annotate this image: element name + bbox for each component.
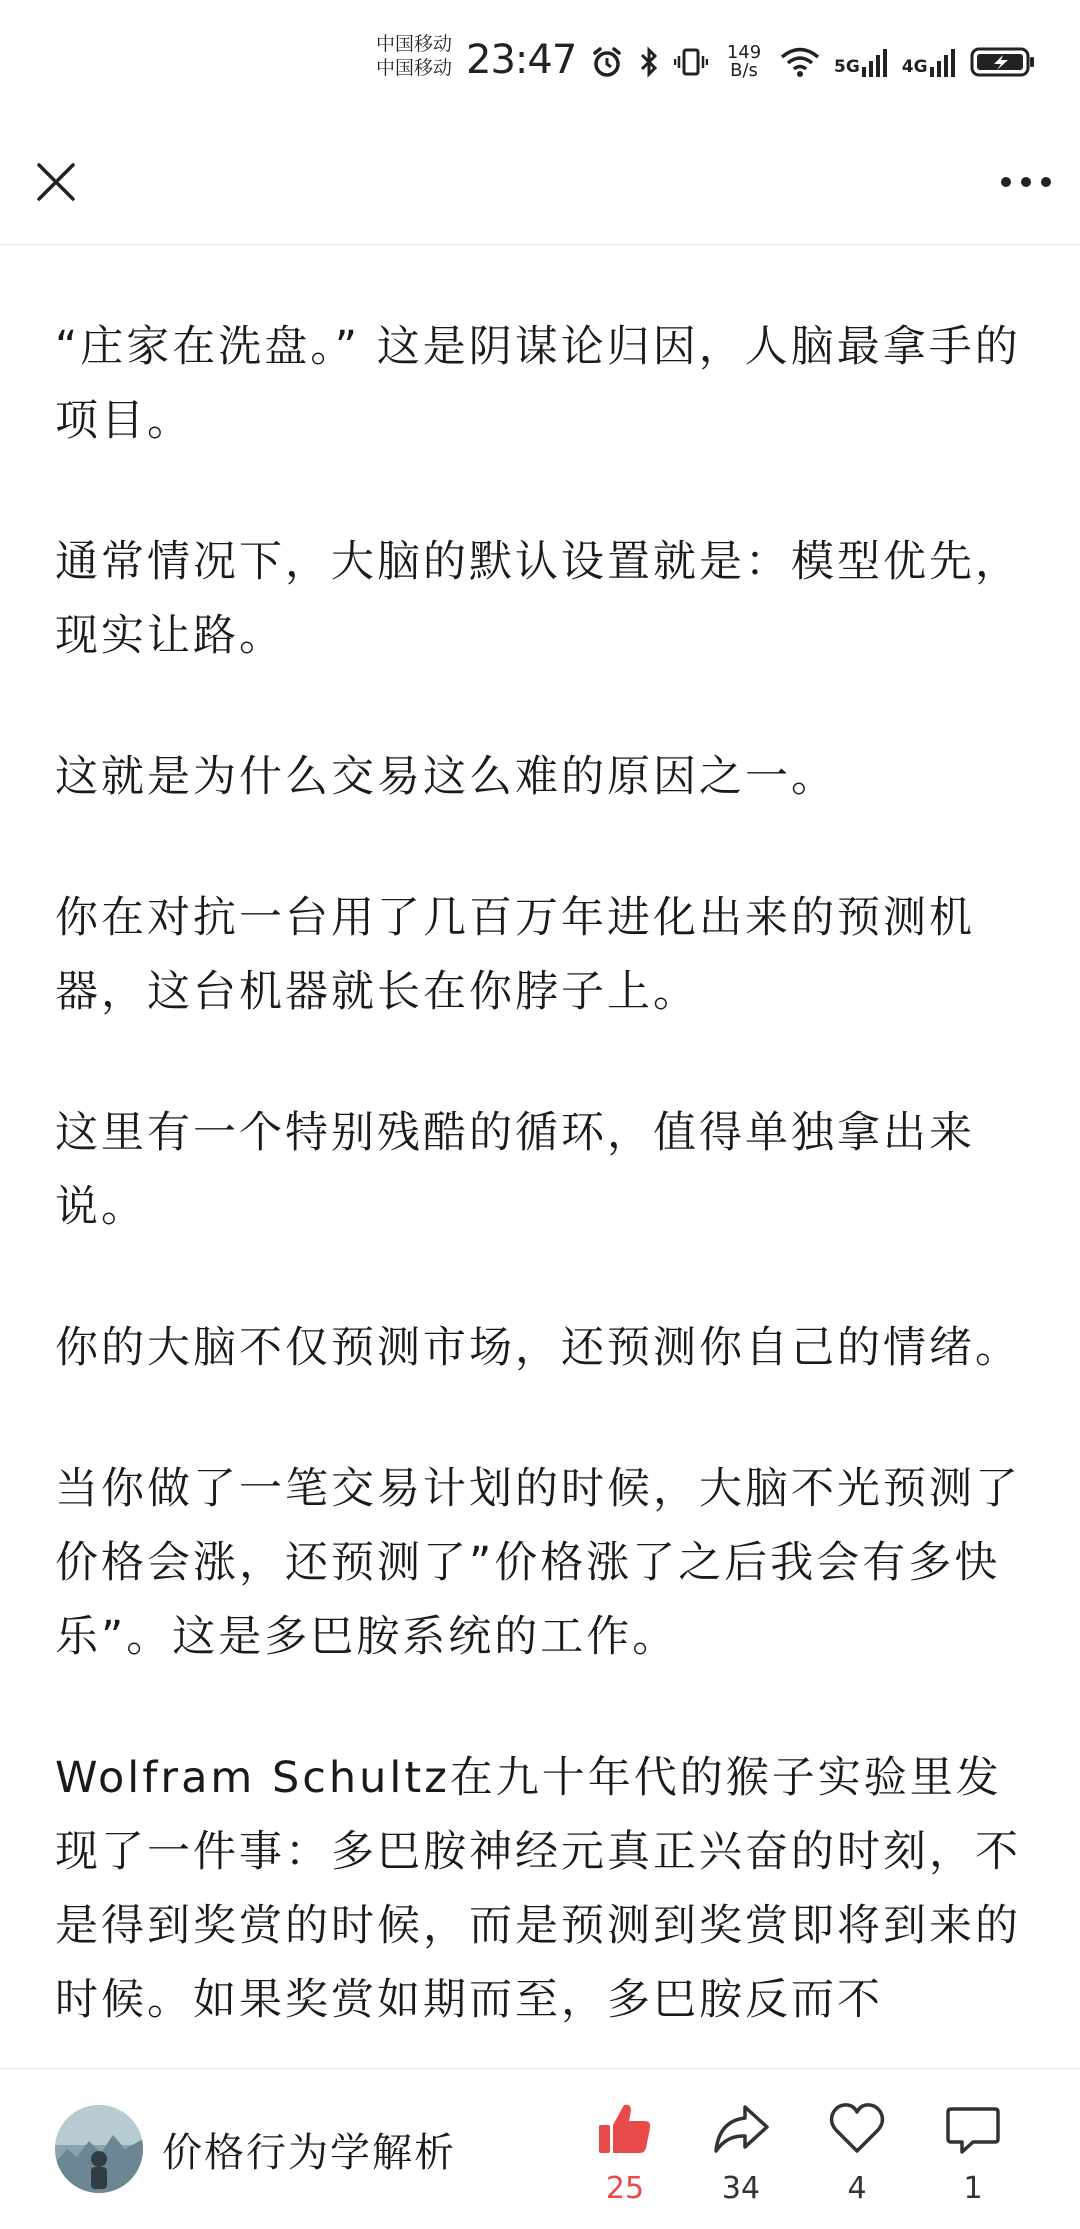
status-icons bbox=[590, 40, 1036, 84]
carrier-2: 中国移动 bbox=[376, 57, 453, 79]
bottom-action-bar bbox=[0, 2068, 1080, 2229]
signal-5g-label: 5G bbox=[834, 57, 860, 77]
article-paragraph: 当你做了一笔交易计划的时候，大脑不光预测了价格会涨，还预测了”价格涨了之后我会有多快乐”。这是多巴胺系统的工作。 bbox=[55, 1464, 1021, 1662]
network-speed-value: 149 bbox=[726, 42, 762, 63]
author-name[interactable]: 价格行为学解析 bbox=[162, 2130, 456, 2176]
more-dots-icon bbox=[1000, 176, 1052, 188]
signal-bars-icon bbox=[862, 47, 888, 77]
article-paragraph: 这里有一个特别残酷的循环，值得单独拿出来说。 bbox=[55, 1108, 975, 1232]
heart-icon bbox=[827, 2099, 887, 2159]
more-options-button[interactable] bbox=[996, 154, 1056, 210]
carrier-1: 中国移动 bbox=[376, 33, 453, 55]
bluetooth-icon bbox=[638, 45, 660, 79]
clock: 23:47 bbox=[466, 37, 577, 83]
top-nav-bar bbox=[0, 120, 1080, 245]
network-speed bbox=[722, 44, 766, 80]
author-avatar[interactable] bbox=[55, 2105, 143, 2193]
article-paragraph: “庄家在洗盘。” 这是阴谋论归因，人脑最拿手的项目。 bbox=[55, 322, 1021, 446]
comment-bubble-icon bbox=[943, 2099, 1003, 2159]
close-button[interactable] bbox=[28, 154, 84, 210]
article-paragraph: 你的大脑不仅预测市场，还预测你自己的情绪。 bbox=[55, 1323, 1021, 1373]
favorite-button[interactable] bbox=[812, 2099, 902, 2207]
article-paragraph: 你在对抗一台用了几百万年进化出来的预测机器，这台机器就长在你脖子上。 bbox=[55, 893, 975, 1017]
like-button[interactable] bbox=[580, 2099, 670, 2207]
status-bar bbox=[0, 0, 1080, 120]
article-paragraph: 这就是为什么交易这么难的原因之一。 bbox=[55, 752, 837, 802]
signal-4g bbox=[902, 47, 956, 77]
article-paragraph: 通常情况下，大脑的默认设置就是：模型优先，现实让路。 bbox=[55, 537, 1021, 661]
vibrate-icon bbox=[674, 45, 708, 79]
signal-5g bbox=[834, 47, 888, 77]
share-count: 34 bbox=[721, 2171, 761, 2206]
signal-4g-label: 4G bbox=[901, 57, 928, 77]
avatar-image bbox=[55, 2105, 143, 2193]
signal-bars-icon bbox=[930, 47, 956, 77]
close-icon bbox=[36, 162, 76, 202]
thumbs-up-icon bbox=[595, 2099, 655, 2159]
article-paragraph: Wolfram Schultz在九十年代的猴子实验里发现了一件事：多巴胺神经元真正兴奋的时刻，不是得到奖赏的时候，而是预测到奖赏即将到来的时候。如果奖赏如期而至，多巴胺反而不 bbox=[55, 1753, 1021, 2025]
network-speed-unit: B/s bbox=[730, 60, 758, 81]
battery-charging-icon bbox=[970, 46, 1036, 78]
comment-button[interactable] bbox=[928, 2099, 1018, 2207]
favorite-count: 4 bbox=[847, 2171, 867, 2206]
like-count: 25 bbox=[605, 2171, 645, 2206]
share-button[interactable] bbox=[696, 2099, 786, 2207]
wifi-icon bbox=[780, 46, 820, 78]
article-body bbox=[55, 310, 1030, 2070]
share-arrow-icon bbox=[711, 2099, 771, 2159]
carrier-labels bbox=[376, 32, 452, 80]
comment-count: 1 bbox=[963, 2171, 983, 2206]
alarm-icon bbox=[590, 45, 624, 79]
